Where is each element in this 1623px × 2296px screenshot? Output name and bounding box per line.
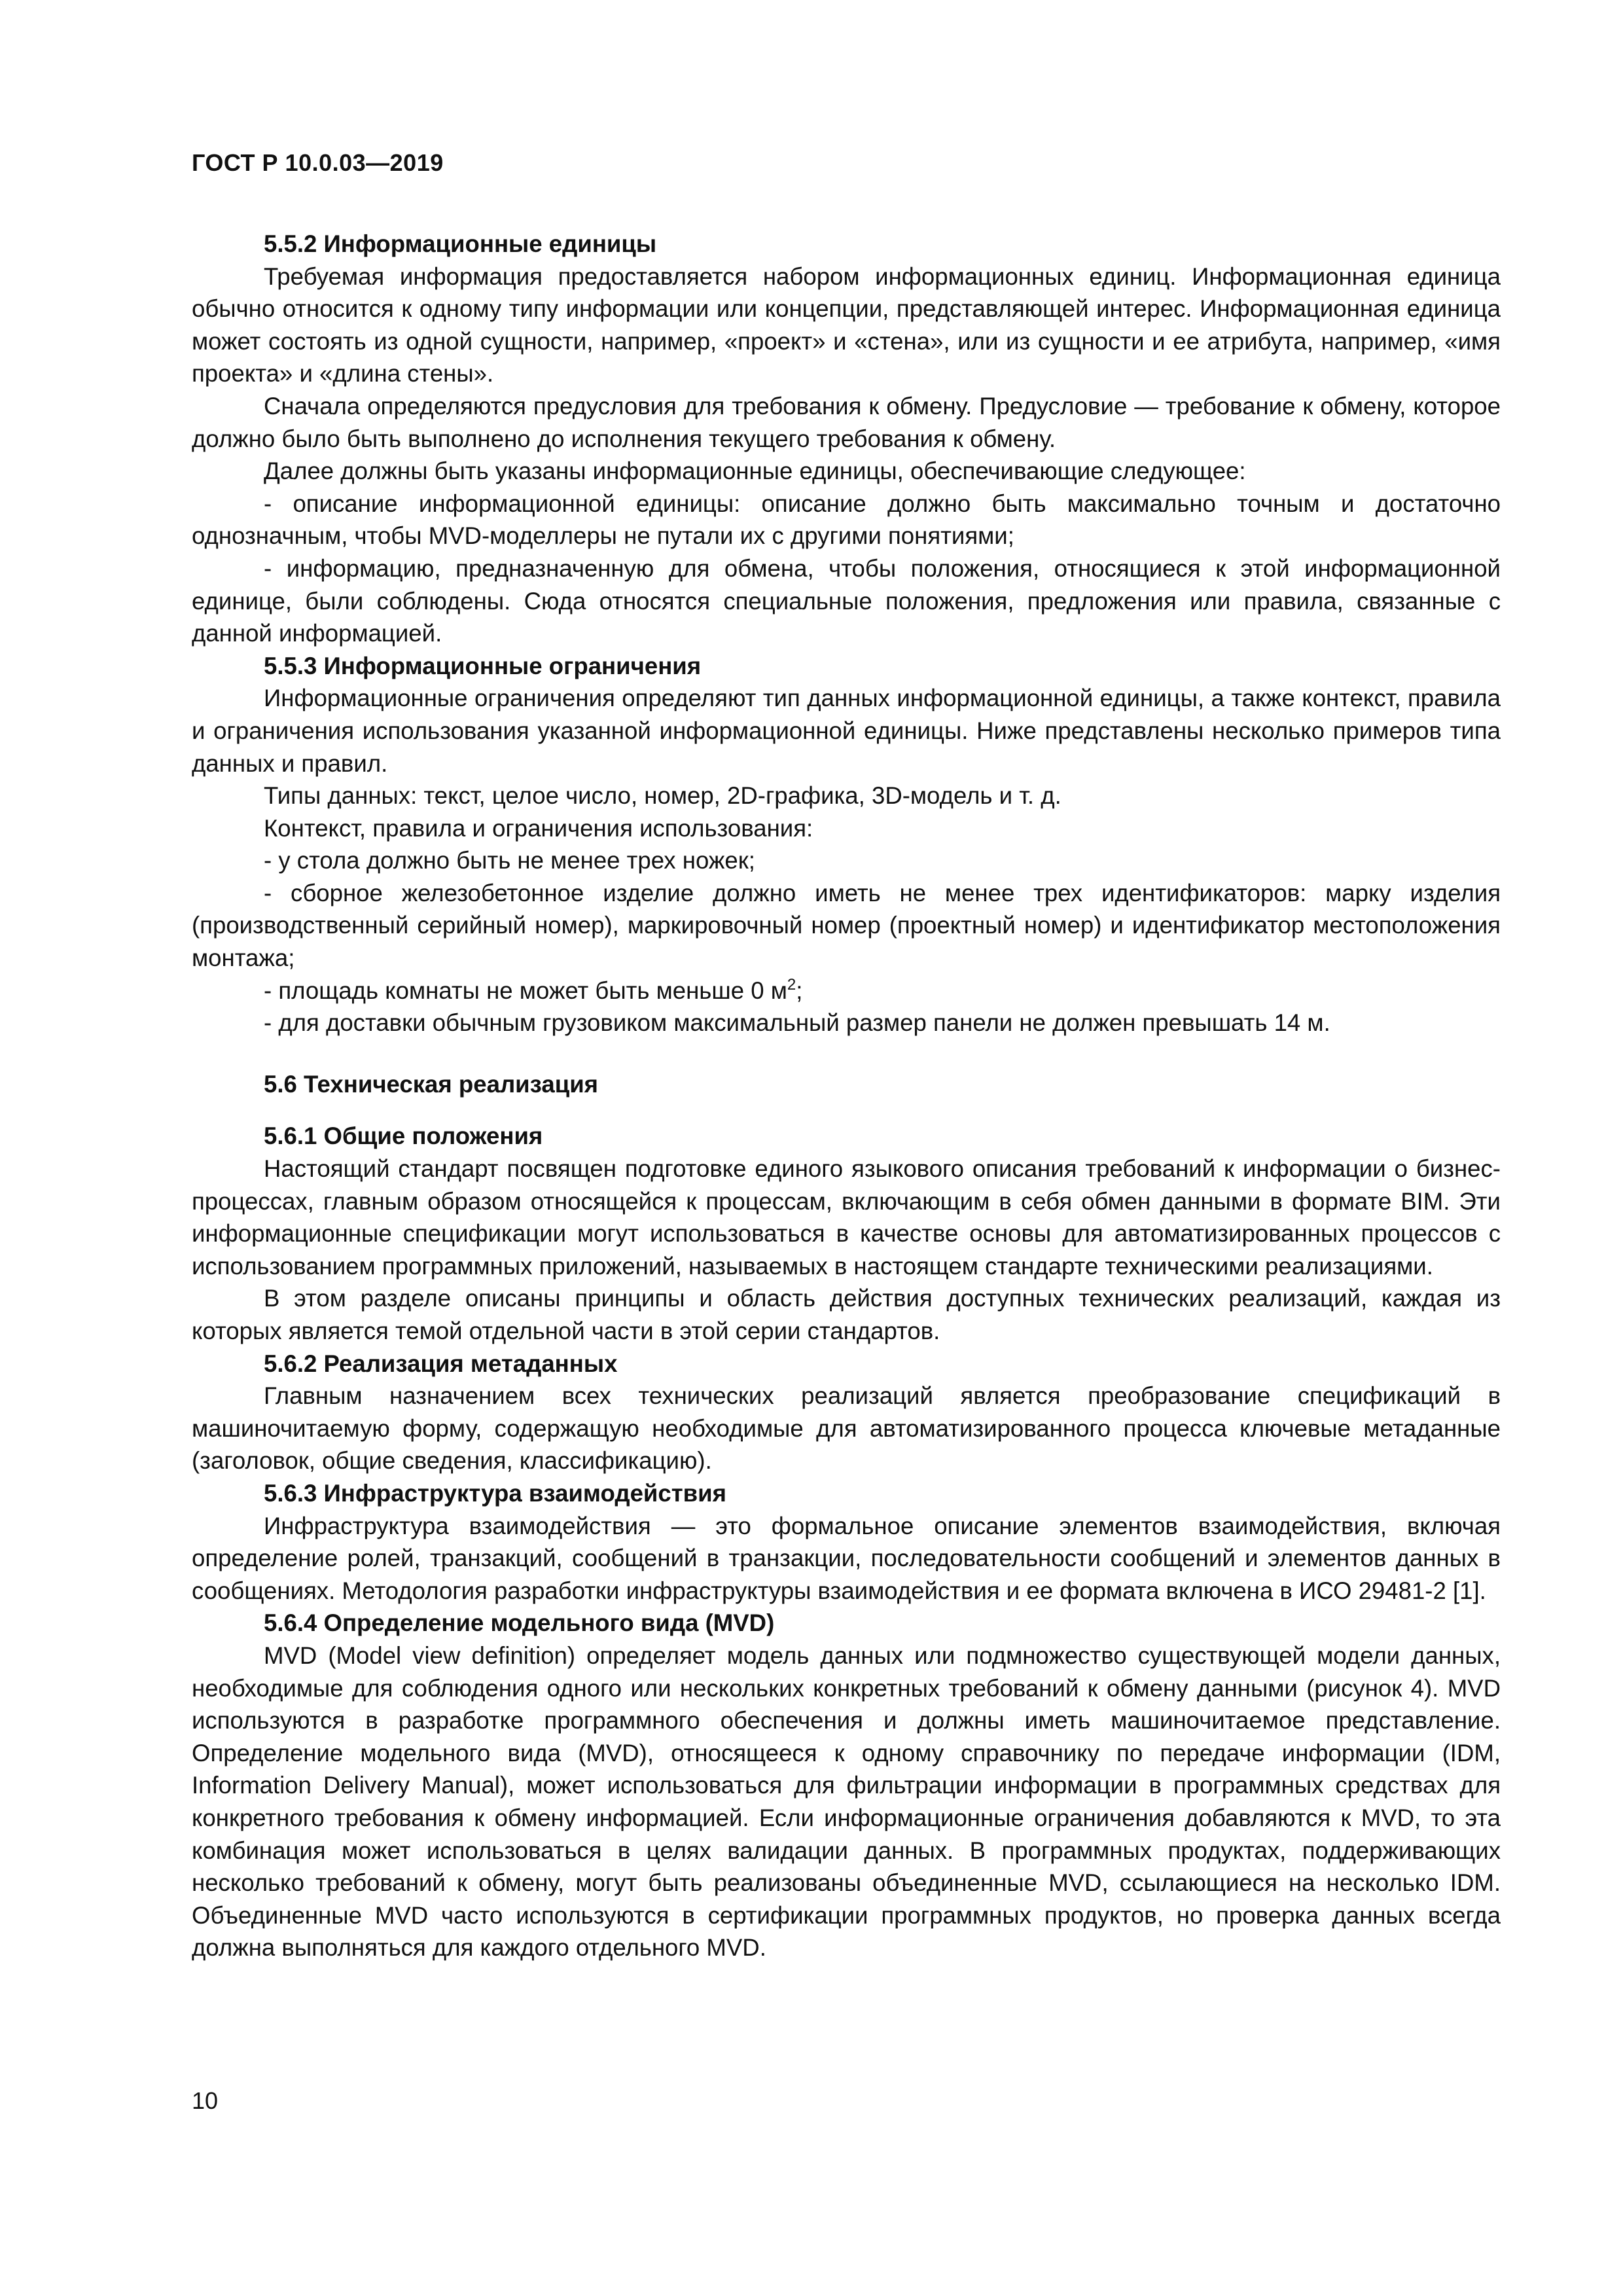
- section-5-5-3-list-item-1: - у стола должно быть не менее трех ножек;: [264, 847, 755, 874]
- section-5-5-3-list-item-2: - сборное железобетонное изделие должно иметь не менее трех идентификаторов: марку изделия (производственный серийный номер), маркировочный номер (проектный номер) и идентификатор местоположения монтажа;: [192, 879, 1501, 972]
- section-5-5-2-paragraph-3: Далее должны быть указаны информационные единицы, обеспечивающие следующее:: [264, 457, 1246, 485]
- section-5-5-3-paragraph-1: Информационные ограничения определяют тип данных информационной единицы, а также контекст, правила и ограничения использования указанной информационной единицы. Ниже представлены несколько примеров типа данных и правил.: [192, 685, 1501, 777]
- page-content: [192, 228, 1501, 1964]
- section-5-6-1-paragraph-2: В этом разделе описаны принципы и область действия доступных технических реализаций, каждая из которых является темой отдельной части в этой серии стандартов.: [192, 1285, 1501, 1344]
- standard-code-header: ГОСТ Р 10.0.03—2019: [192, 149, 444, 176]
- section-5-5-2-paragraph-1: Требуемая информация предоставляется набором информационных единиц. Информационная единица обычно относится к одному типу информации или концепции, представляющей интерес. Информационная единица может состоять из одной сущности, например, «проект» и «стена», или из сущности и ее атрибута, например, «имя проекта» и «длина стены».: [192, 262, 1501, 387]
- section-5-5-3-list-item-3: [192, 975, 1501, 1007]
- section-5-5-3-paragraph-3: Контекст, правила и ограничения использования:: [264, 814, 813, 842]
- section-5-5-3-list-item-4: - для доставки обычным грузовиком максимальный размер панели не должен превышать 14 м.: [264, 1009, 1330, 1037]
- section-5-6-4-heading: 5.6.4 Определение модельного вида (MVD): [264, 1609, 775, 1637]
- section-5-6-heading: 5.6 Техническая реализация: [264, 1070, 599, 1098]
- section-5-5-2-paragraph-2: Сначала определяются предусловия для требования к обмену. Предусловие — требование к обмену, которое должно было быть выполнено до исполнения текущего требования к обмену.: [192, 392, 1501, 452]
- section-5-5-2-list-item-1: - описание информационной единицы: описание должно быть максимально точным и достаточно однозначным, чтобы MVD-моделлеры не путали их с другими понятиями;: [192, 490, 1501, 550]
- section-5-5-2-list-item-2: - информацию, предназначенную для обмена, чтобы положения, относящиеся к этой информационной единице, были соблюдены. Сюда относятся специальные положения, предложения или правила, связанные с данной информацией.: [192, 554, 1501, 647]
- section-5-5-3-heading: 5.5.3 Информационные ограничения: [264, 652, 702, 679]
- section-5-6-3-heading: 5.6.3 Инфраструктура взаимодействия: [264, 1479, 726, 1507]
- section-5-6-2-paragraph-1: Главным назначением всех технических реализаций является преобразование спецификаций в машиночитаемую форму, содержащую необходимые для автоматизированного процесса ключевые метаданные (заголовок, общие сведения, классификацию).: [192, 1382, 1501, 1475]
- section-5-6-4-paragraph-1: MVD (Model view definition) определяет модель данных или подмножество существующей модели данных, необходимые для соблюдения одного или нескольких конкретных требований к обмену данными (рисунок 4). MVD используются в разработке программного обеспечения и должны иметь машиночитаемое представление. Определение модельного вида (MVD), относящееся к одному справочнику по передаче информации (IDM, Information Delivery Manual), может использоваться для фильтрации информации в программных средствах для конкретного требования к обмену информацией. Если информационные ограничения добавляются к MVD, то эта комбинация может использоваться в целях валидации данных. В программных продуктах, поддерживающих несколько требований к обмену, могут быть реализованы объединенные MVD, ссылающиеся на несколько IDM. Объединенные MVD часто используются в сертификации программных продуктов, но проверка данных всегда должна выполняться для каждого отдельного MVD.: [192, 1641, 1501, 1962]
- list-item-3-text: - площадь комнаты не может быть меньше 0 м: [264, 977, 787, 1004]
- section-5-5-2-heading: 5.5.2 Информационные единицы: [264, 230, 657, 257]
- page-number: 10: [192, 2087, 219, 2114]
- list-item-3-end: ;: [796, 977, 803, 1004]
- section-5-6-1-paragraph-1: Настоящий стандарт посвящен подготовке единого языкового описания требований к информации о бизнес-процессах, главным образом относящейся к процессам, включающим в себя обмен данными в формате BIM. Эти информационные спецификации могут использоваться в качестве основы для автоматизированных процессов с использованием программных приложений, называемых в настоящем стандарте техническими реализациями.: [192, 1155, 1501, 1280]
- section-5-6-3-paragraph-1: Инфраструктура взаимодействия — это формальное описание элементов взаимодействия, включая определение ролей, транзакций, сообщений в транзакции, последовательности сообщений и элементов данных в сообщениях. Методология разработки инфраструктуры взаимодействия и ее формата включена в ИСО 29481-2 [1].: [192, 1512, 1501, 1604]
- section-5-5-3-paragraph-2: Типы данных: текст, целое число, номер, 2D-графика, 3D-модель и т. д.: [264, 782, 1061, 810]
- section-5-6-2-heading: 5.6.2 Реализация метаданных: [264, 1350, 618, 1377]
- superscript-exponent: 2: [787, 975, 796, 994]
- section-5-6-1-heading: 5.6.1 Общие положения: [264, 1122, 543, 1150]
